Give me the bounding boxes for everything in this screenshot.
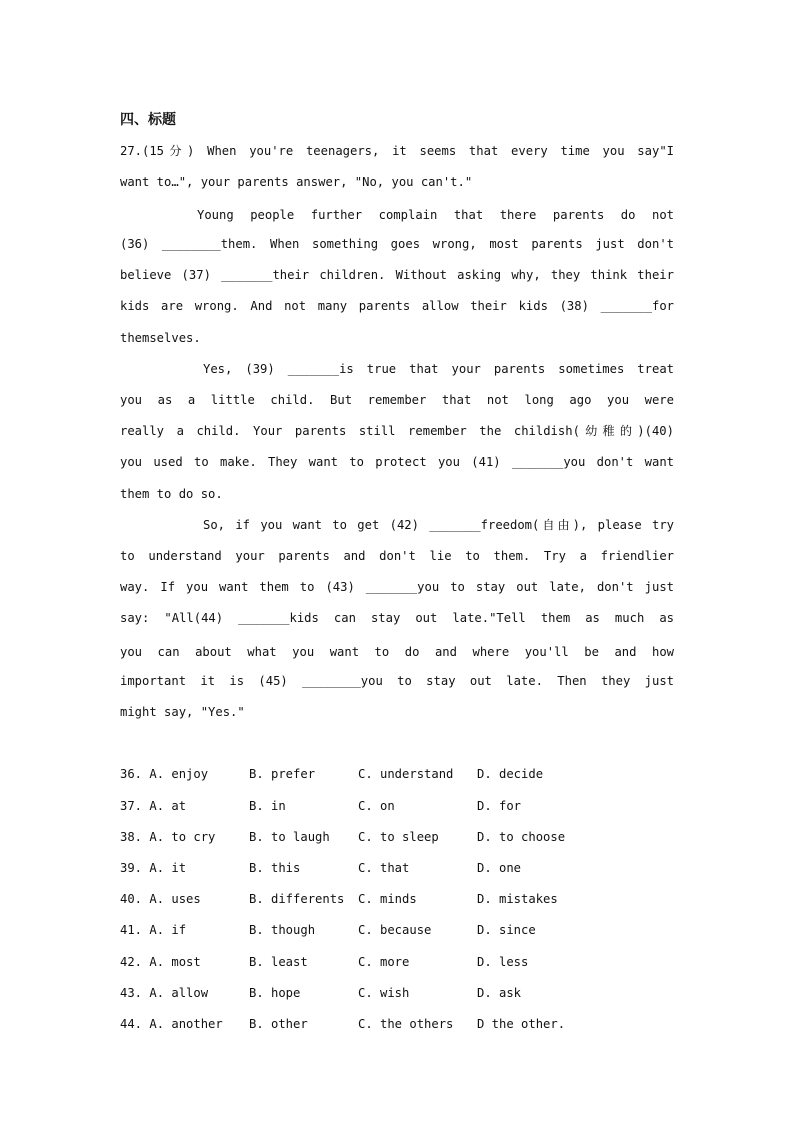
passage-line: So, if you want to get (42) _______freedom(自由), please try	[203, 518, 674, 532]
passage-line: Yes, (39) _______is true that your parents sometimes treat	[203, 362, 674, 376]
option-d: D. ask	[477, 986, 522, 1000]
option-d: D. less	[477, 955, 529, 969]
passage-line: themselves.	[120, 331, 201, 345]
option-c: C. understand	[358, 767, 454, 781]
option-row-number-and-a: 37. A. at	[120, 799, 187, 813]
passage-line: way. If you want them to (43) _______you to stay out late, don't just	[120, 580, 674, 594]
option-d: D. mistakes	[477, 892, 558, 906]
option-d: D. to choose	[477, 830, 566, 844]
option-c: C. that	[358, 861, 410, 875]
option-c: C. the others	[358, 1017, 454, 1031]
passage-line: really a child. Your parents still remember the childish(幼稚的)(40)	[120, 424, 674, 438]
option-d: D. decide	[477, 767, 544, 781]
option-c: C. on	[358, 799, 395, 813]
passage-line: say: "All(44) _______kids can stay out late."Tell them as much as	[120, 611, 674, 625]
option-d: D. for	[477, 799, 522, 813]
option-row-number-and-a: 44. A. another	[120, 1017, 223, 1031]
option-b: B. though	[249, 923, 316, 937]
option-b: B. this	[249, 861, 301, 875]
option-c: C. more	[358, 955, 410, 969]
option-b: B. differents	[249, 892, 345, 906]
passage-line: them to do so.	[120, 487, 223, 501]
option-b: B. hope	[249, 986, 301, 1000]
passage-line: to understand your parents and don't lie to them. Try a friendlier	[120, 549, 674, 563]
option-row-number-and-a: 40. A. uses	[120, 892, 201, 906]
option-row-number-and-a: 41. A. if	[120, 923, 187, 937]
section-title: 四、标题	[120, 112, 176, 128]
option-b: B. least	[249, 955, 308, 969]
option-row-number-and-a: 36. A. enjoy	[120, 767, 209, 781]
option-b: B. in	[249, 799, 286, 813]
option-d: D. one	[477, 861, 522, 875]
option-b: B. to laugh	[249, 830, 330, 844]
option-row-number-and-a: 42. A. most	[120, 955, 201, 969]
passage-line: 27.(15分) When you're teenagers, it seems that every time you say"I	[120, 144, 674, 158]
passage-line: kids are wrong. And not many parents allow their kids (38) _______for	[120, 299, 674, 313]
passage-line: believe (37) _______their children. Without asking why, they think their	[120, 268, 674, 282]
option-d: D. since	[477, 923, 536, 937]
option-b: B. other	[249, 1017, 308, 1031]
passage-line: (36) ________them. When something goes wrong, most parents just don't	[120, 237, 674, 251]
option-c: C. wish	[358, 986, 410, 1000]
passage-line: important it is (45) ________you to stay out late. Then they just	[120, 674, 674, 688]
passage-line: might say, "Yes."	[120, 705, 245, 719]
passage-line: want to…", your parents answer, "No, you can't."	[120, 175, 473, 189]
passage-line: you as a little child. But remember that not long ago you were	[120, 393, 674, 407]
option-row-number-and-a: 39. A. it	[120, 861, 187, 875]
passage-line: you can about what you want to do and where you'll be and how	[120, 645, 674, 659]
option-c: C. minds	[358, 892, 417, 906]
passage-line: you used to make. They want to protect you (41) _______you don't want	[120, 455, 674, 469]
option-b: B. prefer	[249, 767, 316, 781]
option-row-number-and-a: 38. A. to cry	[120, 830, 216, 844]
passage-line: Young people further complain that there parents do not	[197, 208, 674, 222]
option-c: C. because	[358, 923, 432, 937]
option-row-number-and-a: 43. A. allow	[120, 986, 209, 1000]
option-c: C. to sleep	[358, 830, 439, 844]
option-d: D the other.	[477, 1017, 566, 1031]
